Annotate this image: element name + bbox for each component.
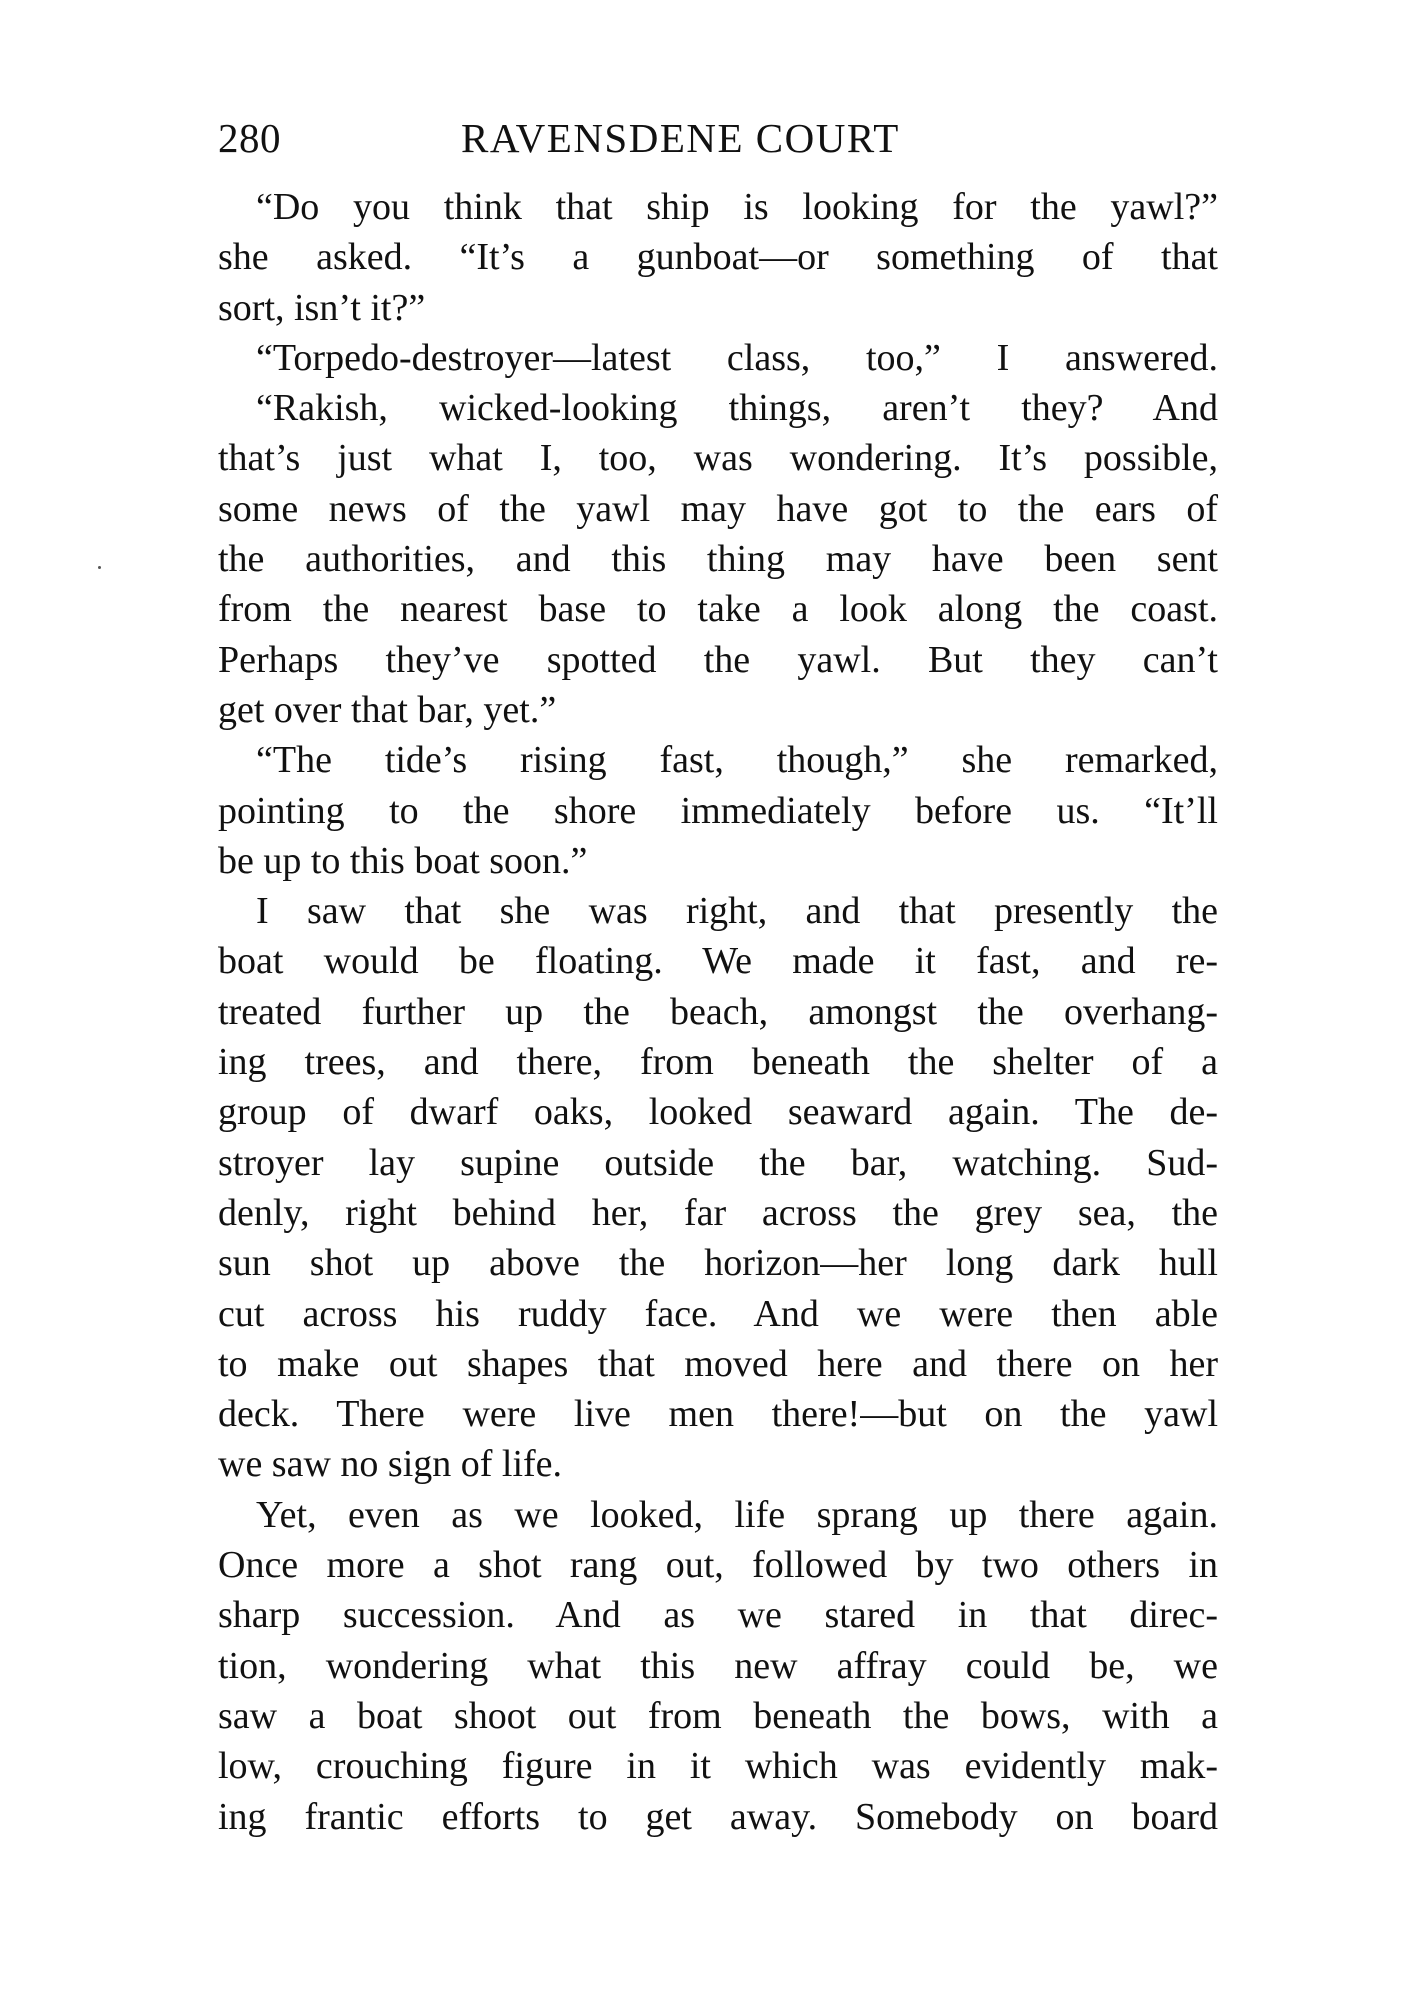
text-line: she asked. “It’s a gunboat—or something of that	[218, 236, 1218, 279]
text-line: that’s just what I, too, was wondering. It’s possible,	[218, 437, 1218, 480]
text-line: ing trees, and there, from beneath the shelter of a	[218, 1041, 1218, 1084]
text-line: get over that bar, yet.”	[218, 688, 557, 731]
text-line: from the nearest base to take a look along the coast.	[218, 588, 1218, 631]
page-number: 280	[218, 115, 281, 161]
text-line: sort, isn’t it?”	[218, 286, 426, 329]
text-line: we saw no sign of life.	[218, 1443, 563, 1486]
text-line: “Do you think that ship is looking for the yawl?”	[256, 186, 1218, 228]
body-text	[218, 182, 1218, 1842]
text-line: stroyer lay supine outside the bar, watching. Sud-	[218, 1141, 1218, 1184]
text-line: “Torpedo-destroyer—latest class, too,” I answered.	[256, 336, 1218, 379]
text-line: ing frantic efforts to get away. Somebody on board	[218, 1795, 1218, 1838]
text-line: low, crouching figure in it which was evidently mak-	[218, 1745, 1218, 1788]
text-line: to make out shapes that moved here and there on her	[218, 1342, 1218, 1385]
text-line: group of dwarf oaks, looked seaward again. The de-	[218, 1091, 1218, 1134]
text-line: boat would be floating. We made it fast, and re-	[218, 940, 1218, 983]
text-line: treated further up the beach, amongst the overhang-	[218, 990, 1218, 1033]
text-line: I saw that she was right, and that presently the	[256, 890, 1218, 933]
text-line: pointing to the shore immediately before us. “It’ll	[218, 789, 1218, 832]
text-line: deck. There were live men there!—but on the yawl	[218, 1393, 1218, 1436]
text-line: cut across his ruddy face. And we were then able	[218, 1292, 1218, 1335]
text-line: saw a boat shoot out from beneath the bows, with a	[218, 1694, 1218, 1737]
text-line: sun shot up above the horizon—her long dark hull	[218, 1242, 1218, 1285]
text-line: Perhaps they’ve spotted the yawl. But they can’t	[218, 638, 1218, 681]
paper-speck	[98, 566, 101, 569]
running-title: RAVENSDENE COURT	[461, 115, 900, 161]
text-line: some news of the yawl may have got to the ears of	[218, 487, 1218, 530]
text-line: Yet, even as we looked, life sprang up there again.	[256, 1493, 1218, 1536]
text-line: be up to this boat soon.”	[218, 839, 588, 882]
text-line: the authorities, and this thing may have been sent	[218, 538, 1218, 581]
text-line: “The tide’s rising fast, though,” she remarked,	[256, 739, 1218, 782]
running-head	[218, 108, 1218, 168]
text-line: tion, wondering what this new affray could be, we	[218, 1644, 1218, 1687]
text-line: sharp succession. And as we stared in that direc-	[218, 1594, 1218, 1637]
text-line: Once more a shot rang out, followed by two others in	[218, 1544, 1218, 1587]
text-line: “Rakish, wicked-looking things, aren’t they? And	[256, 387, 1218, 430]
text-line: denly, right behind her, far across the grey sea, the	[218, 1191, 1218, 1234]
